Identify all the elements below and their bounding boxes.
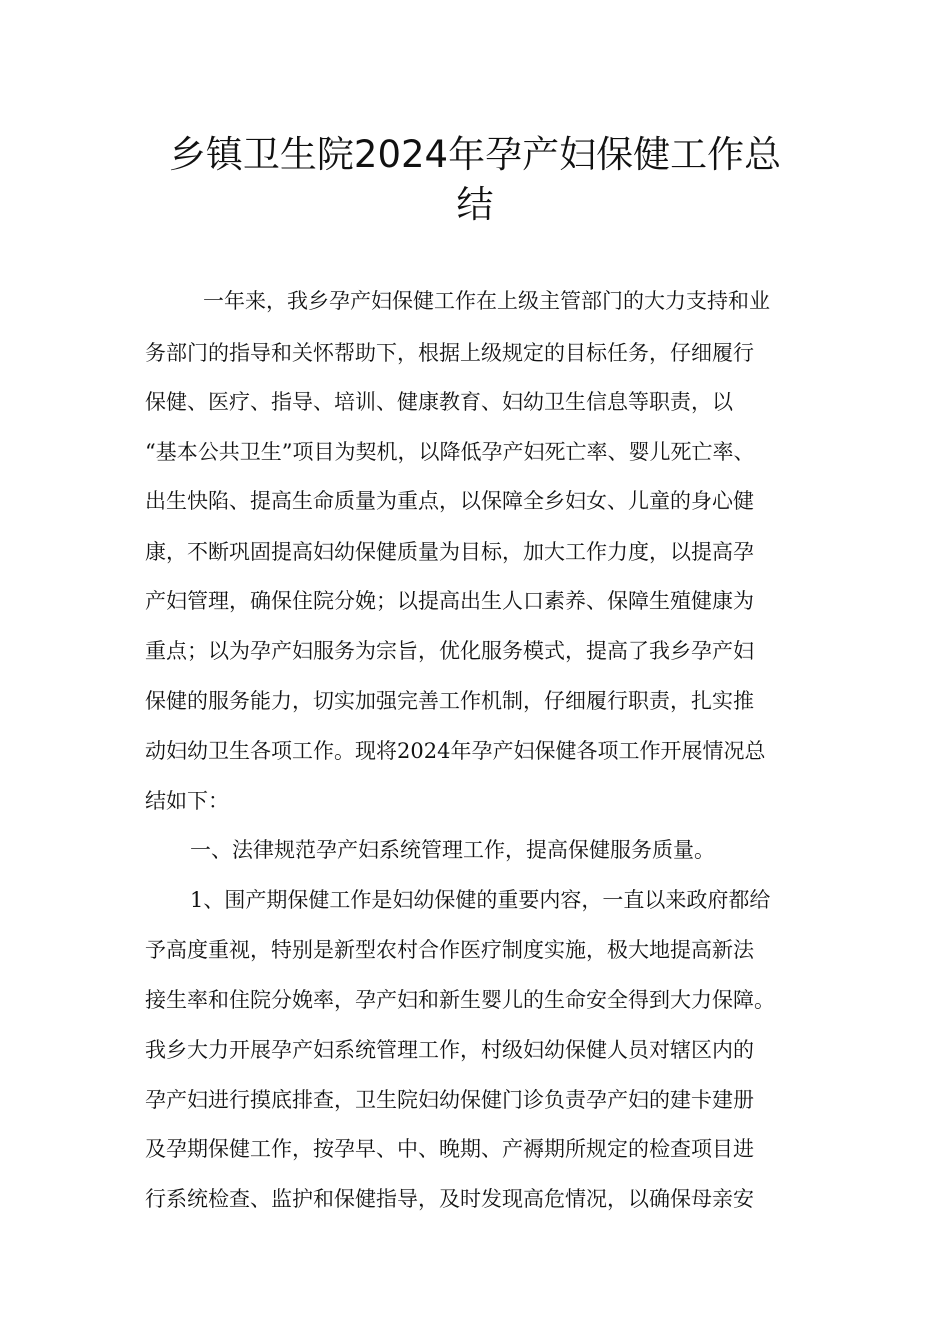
intro-line-10: 动妇幼卫生各项工作。现将2024年孕产妇保健各项工作开展情况总 [145,739,766,763]
intro-line-9: 保健的服务能力，切实加强完善工作机制，仔细履行职责，扎实推 [145,689,754,713]
intro-line-11: 结如下： [145,789,229,813]
document-title-line-1: 乡镇卫生院2024年孕产妇保健工作总 [168,133,782,176]
item1-line-2: 予高度重视，特别是新型农村合作医疗制度实施，极大地提高新法 [145,938,754,962]
item1-line-3: 接生率和住院分娩率，孕产妇和新生婴儿的生命安全得到大力保障。 [145,988,775,1012]
item1-line-5: 孕产妇进行摸底排查，卫生院妇幼保健门诊负责孕产妇的建卡建册 [145,1088,754,1112]
intro-line-4: “基本公共卫生”项目为契机，以降低孕产妇死亡率、婴儿死亡率、 [145,440,755,464]
item1-line-6: 及孕期保健工作，按孕早、中、晚期、产褥期所规定的检查项目进 [145,1137,754,1161]
intro-line-3: 保健、医疗、指导、培训、健康教育、妇幼卫生信息等职责，以 [145,390,733,414]
intro-line-2: 务部门的指导和关怀帮助下，根据上级规定的目标任务，仔细履行 [145,341,754,365]
intro-line-5: 出生快陷、提高生命质量为重点，以保障全乡妇女、儿童的身心健 [145,489,754,513]
intro-line-6: 康，不断巩固提高妇幼保健质量为目标，加大工作力度，以提高孕 [145,540,754,564]
document-title-line-2: 结 [456,183,494,226]
item1-line-1: 1、围产期保健工作是妇幼保健的重要内容，一直以来政府都给 [190,888,771,912]
intro-line-1: 一年来，我乡孕产妇保健工作在上级主管部门的大力支持和业 [203,289,770,313]
intro-line-7: 产妇管理，确保住院分娩；以提高出生人口素养、保障生殖健康为 [145,589,754,613]
item1-line-4: 我乡大力开展孕产妇系统管理工作，村级妇幼保健人员对辖区内的 [145,1038,754,1062]
section-heading: 一、法律规范孕产妇系统管理工作，提高保健服务质量。 [190,838,715,862]
item1-line-7: 行系统检查、监护和保健指导，及时发现高危情况，以确保母亲安 [145,1187,754,1211]
intro-line-8: 重点；以为孕产妇服务为宗旨，优化服务模式，提高了我乡孕产妇 [145,639,754,663]
